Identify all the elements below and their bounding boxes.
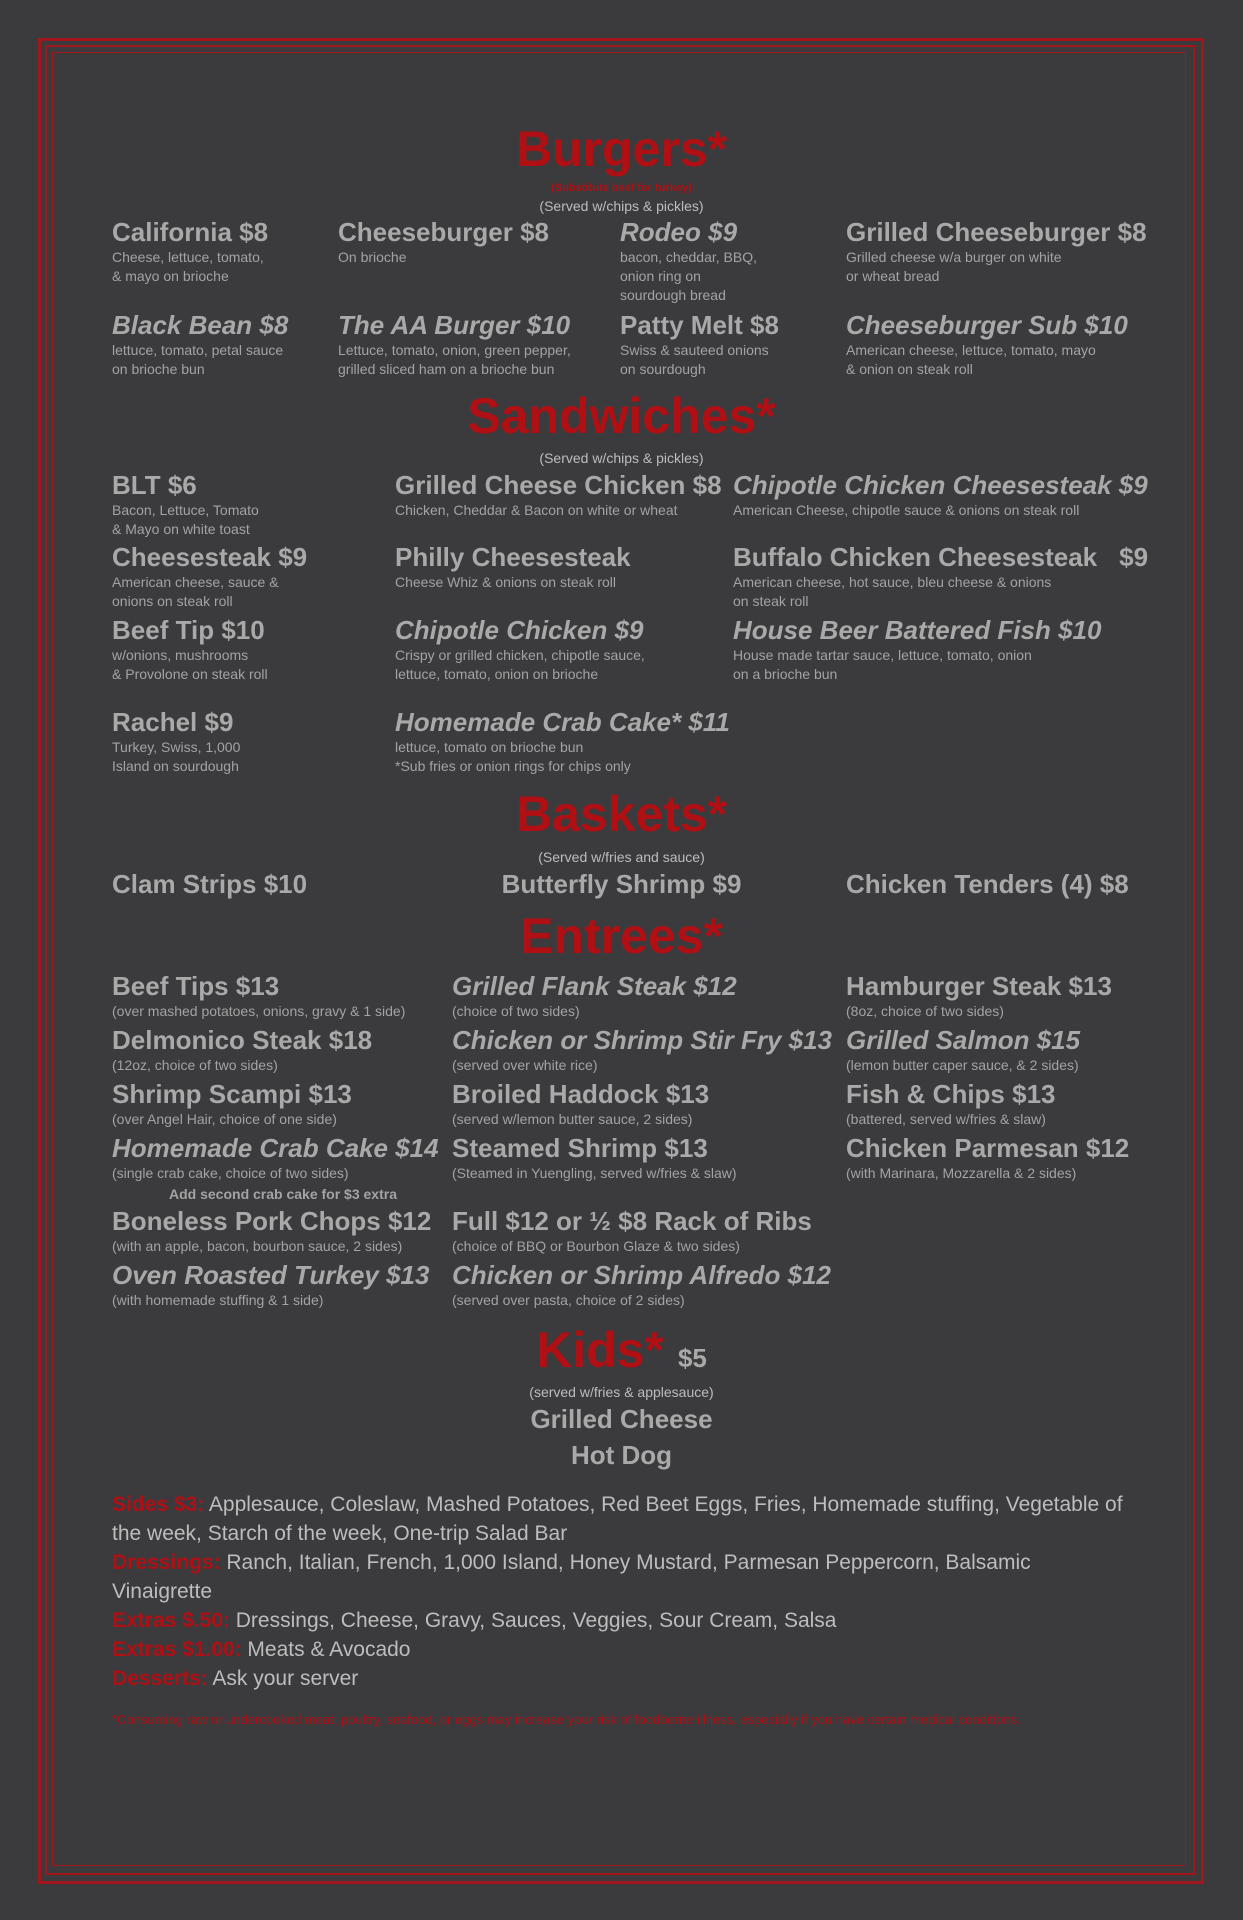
item-price: $9 (1119, 542, 1149, 572)
burger-item: Patty Melt $8 Swiss & sauteed onions on sourdough (620, 310, 779, 377)
entree-item: Grilled Flank Steak $12 (choice of two sides) (452, 971, 737, 1019)
sandwich-item: Chipotle Chicken Cheesesteak $9 American Cheese, chipotle sauce & onions on steak roll (733, 470, 1148, 518)
item-name: Chicken or Shrimp Alfredo $12 (452, 1260, 832, 1290)
crab-extra-note: Add second crab cake for $3 extra (169, 1186, 397, 1202)
kids-header (0, 1322, 1243, 1378)
sandwich-item: Cheesesteak $9 American cheese, sauce & onions on steak roll (112, 542, 308, 609)
entree-item: Chicken Parmesan $12 (with Marinara, Mozzarella & 2 sides) (846, 1133, 1130, 1181)
entree-item: Full $12 or ½ $8 Rack of Ribs (choice of BBQ or Bourbon Glaze & two sides) (452, 1206, 812, 1254)
entree-item: Oven Roasted Turkey $13 (with homemade stuffing & 1 side) (112, 1260, 430, 1308)
sides-and-extras (112, 1490, 1132, 1693)
item-name: Chicken Parmesan $12 (846, 1133, 1130, 1163)
entree-item: Fish & Chips $13 (battered, served w/fries & slaw) (846, 1079, 1056, 1127)
item-name: Grilled Flank Steak $12 (452, 971, 737, 1001)
sandwich-item: Homemade Crab Cake* $11 lettuce, tomato on brioche bun *Sub fries or onion rings for chips only (395, 707, 730, 774)
kids-item: Grilled Cheese (530, 1404, 713, 1434)
sandwich-item: Buffalo Chicken Cheesesteak $9 American cheese, hot sauce, bleu cheese & onions on steak roll (733, 542, 1149, 609)
item-name: Philly Cheesesteak (395, 542, 631, 572)
item-name: Beef Tip $10 (112, 615, 265, 645)
item-name: California $8 (112, 217, 269, 247)
sandwich-item: Philly Cheesesteak Cheese Whiz & onions on steak roll (395, 542, 631, 590)
sides-line: Sides $3: Applesauce, Coleslaw, Mashed Potatoes, Red Beet Eggs, Fries, Homemade stuffing, Vegetable of the week, Starch of the week, One-trip Salad Bar (112, 1493, 1123, 1545)
item-name: Patty Melt $8 (620, 310, 779, 340)
burger-item: The AA Burger $10 Lettuce, tomato, onion, green pepper, grilled sliced ham on a brioche bun (338, 310, 571, 377)
item-name: Chicken or Shrimp Stir Fry $13 (452, 1025, 833, 1055)
kids-item: Hot Dog (570, 1440, 673, 1470)
item-name: Full $12 or ½ $8 Rack of Ribs (452, 1206, 812, 1236)
entree-item: Beef Tips $13 (over mashed potatoes, onions, gravy & 1 side) (112, 971, 406, 1019)
item-name: Grilled Cheese Chicken $8 (395, 470, 722, 500)
item-name: Homemade Crab Cake* $11 (395, 707, 730, 737)
burgers-substitute-note: (Substitute beef for turkey) (551, 182, 692, 194)
burgers-served-note: (Served w/chips & pickles) (539, 198, 704, 214)
item-name: The AA Burger $10 (338, 310, 571, 340)
item-name: Boneless Pork Chops $12 (112, 1206, 432, 1236)
sandwich-item: House Beer Battered Fish $10 House made tartar sauce, lettuce, tomato, onion on a brioche bun (733, 615, 1102, 682)
sandwich-item: BLT $6 Bacon, Lettuce, Tomato & Mayo on white toast (112, 470, 259, 537)
item-name: Chipotle Chicken Cheesesteak $9 (733, 470, 1148, 500)
burger-item: Cheeseburger $8 On brioche (338, 217, 549, 265)
entree-item: Chicken or Shrimp Stir Fry $13 (served over white rice) (452, 1025, 833, 1073)
kids-served-note: (served w/fries & applesauce) (529, 1384, 714, 1400)
entree-item: Boneless Pork Chops $12 (with an apple, bacon, bourbon sauce, 2 sides) (112, 1206, 432, 1254)
item-name: Shrimp Scampi $13 (112, 1079, 352, 1109)
extras-50-line: Extras $.50: Dressings, Cheese, Gravy, Sauces, Veggies, Sour Cream, Salsa (112, 1609, 837, 1632)
sandwiches-title: Sandwiches* (467, 388, 776, 444)
entree-item: Steamed Shrimp $13 (Steamed in Yuengling, served w/fries & slaw) (452, 1133, 737, 1181)
item-name: Black Bean $8 (112, 310, 289, 340)
entree-item: Homemade Crab Cake $14 (single crab cake, choice of two sides) (112, 1133, 439, 1181)
sandwiches-served-note: (Served w/chips & pickles) (539, 450, 704, 466)
kids-price: $5 (677, 1343, 707, 1373)
item-name: Grilled Salmon $15 (846, 1025, 1081, 1055)
item-name: Hamburger Steak $13 (846, 971, 1112, 1001)
kids-title: Kids* (536, 1322, 664, 1378)
sandwich-item: Beef Tip $10 w/onions, mushrooms & Provolone on steak roll (112, 615, 268, 682)
burger-item: California $8 Cheese, lettuce, tomato, & mayo on brioche (112, 217, 269, 284)
baskets-title: Baskets* (515, 786, 728, 842)
item-name: Homemade Crab Cake $14 (112, 1133, 439, 1163)
item-name: House Beer Battered Fish $10 (733, 615, 1102, 645)
item-name: Broiled Haddock $13 (452, 1079, 710, 1109)
item-name: Cheesesteak $9 (112, 542, 308, 572)
sandwich-item: Rachel $9 Turkey, Swiss, 1,000 Island on sourdough (112, 707, 241, 774)
item-name: Cheeseburger Sub $10 (846, 310, 1128, 340)
item-name: Rachel $9 (112, 707, 234, 737)
item-name: Cheeseburger $8 (338, 217, 549, 247)
desserts-line: Desserts: Ask your server (112, 1667, 359, 1690)
item-name: Rodeo $9 (620, 217, 738, 247)
item-name: Fish & Chips $13 (846, 1079, 1056, 1109)
sandwich-item: Chipotle Chicken $9 Crispy or grilled chicken, chipotle sauce, lettuce, tomato, onion on brioche (395, 615, 645, 682)
entree-item: Broiled Haddock $13 (served w/lemon butter sauce, 2 sides) (452, 1079, 710, 1127)
burger-item: Grilled Cheeseburger $8 Grilled cheese w/a burger on white or wheat bread (846, 217, 1147, 284)
entree-item: Hamburger Steak $13 (8oz, choice of two sides) (846, 971, 1112, 1019)
dressings-line: Dressings: Ranch, Italian, French, 1,000 Island, Honey Mustard, Parmesan Peppercorn, Balsamic Vinaigrette (112, 1551, 1031, 1603)
basket-item: Butterfly Shrimp $9 (501, 869, 742, 899)
entree-item: Delmonico Steak $18 (12oz, choice of two sides) (112, 1025, 373, 1073)
item-name: BLT $6 (112, 470, 197, 500)
entree-item: Chicken or Shrimp Alfredo $12 (served over pasta, choice of 2 sides) (452, 1260, 832, 1308)
item-name: Delmonico Steak $18 (112, 1025, 373, 1055)
burger-item: Cheeseburger Sub $10 American cheese, lettuce, tomato, mayo & onion on steak roll (846, 310, 1128, 377)
baskets-served-note: (Served w/fries and sauce) (538, 849, 705, 865)
item-name: Buffalo Chicken Cheesesteak $9 (733, 542, 1149, 572)
sandwich-item: Grilled Cheese Chicken $8 Chicken, Cheddar & Bacon on white or wheat (395, 470, 722, 518)
entree-item: Shrimp Scampi $13 (over Angel Hair, choice of one side) (112, 1079, 352, 1127)
item-name: Beef Tips $13 (112, 971, 280, 1001)
basket-item: Chicken Tenders (4) $8 (846, 869, 1129, 899)
entrees-title: Entrees* (520, 908, 723, 964)
basket-item: Clam Strips $10 (112, 869, 308, 899)
entree-item: Grilled Salmon $15 (lemon butter caper sauce, & 2 sides) (846, 1025, 1081, 1073)
item-name: Steamed Shrimp $13 (452, 1133, 708, 1163)
item-name: Grilled Cheeseburger $8 (846, 217, 1147, 247)
item-name: Chipotle Chicken $9 (395, 615, 644, 645)
burger-item: Rodeo $9 bacon, cheddar, BBQ, onion ring on sourdough bread (620, 217, 757, 303)
burgers-title: Burgers* (515, 121, 728, 177)
item-name: Oven Roasted Turkey $13 (112, 1260, 430, 1290)
food-safety-warning: *Consuming raw or undercooked meat, poultry, seafood, or eggs may increase your risk of foodborne illness, especially if you have certain medical conditions. (112, 1712, 1021, 1727)
burger-item: Black Bean $8 lettuce, tomato, petal sauce on brioche bun (112, 310, 289, 377)
extras-100-line: Extras $1.00: Meats & Avocado (112, 1638, 411, 1661)
